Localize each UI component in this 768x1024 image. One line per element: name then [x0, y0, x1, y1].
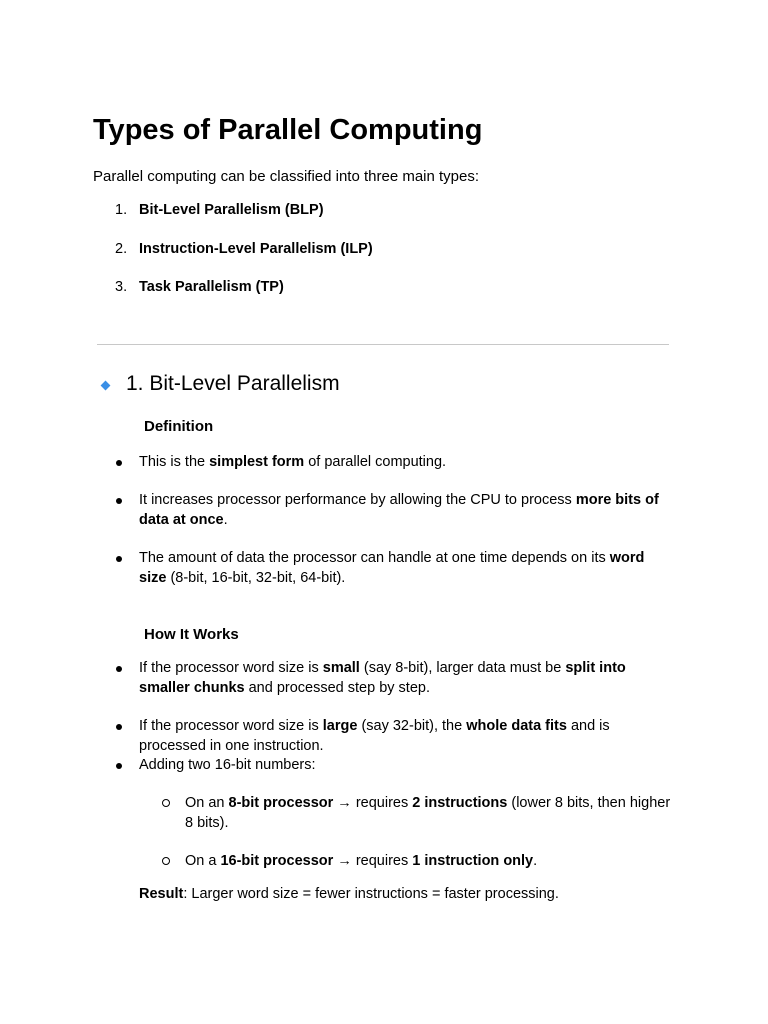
- bold-text: 8-bit processor: [228, 795, 334, 811]
- bold-text: 1 instruction only: [412, 853, 534, 869]
- bold-text: word size: [139, 550, 645, 586]
- definition-heading: Definition: [144, 418, 214, 435]
- bullet-icon: [116, 556, 122, 562]
- text: On a: [185, 853, 221, 869]
- blue-diamond-icon: [101, 381, 111, 391]
- bullet-icon: [116, 763, 122, 769]
- list-label: Task Parallelism (TP): [139, 279, 284, 295]
- bold-text: large: [322, 718, 358, 734]
- text: .: [533, 853, 538, 869]
- text: .: [223, 511, 228, 528]
- result-label: Result: [139, 886, 184, 902]
- text: If the processor word size is: [139, 718, 323, 734]
- text: This is the: [139, 454, 210, 470]
- list-item: [139, 717, 669, 756]
- text: It increases processor performance by allowing the CPU to process: [139, 492, 576, 508]
- result-line: [139, 886, 559, 902]
- hollow-bullet-icon: [162, 799, 170, 807]
- list-label: Bit-Level Parallelism (BLP): [139, 202, 324, 218]
- bold-text: split into smaller chunks: [139, 660, 626, 696]
- text: (say 8-bit), larger data must be: [359, 660, 566, 676]
- sub-list-item: [185, 794, 675, 833]
- text: and processed step by step.: [244, 679, 430, 696]
- text: Adding two 16-bit numbers:: [139, 757, 316, 773]
- bullet-icon: [116, 724, 122, 730]
- list-item: [139, 756, 669, 776]
- text: On an: [185, 795, 229, 811]
- list-number: 3.: [115, 279, 128, 295]
- sub-list-item: [185, 852, 675, 872]
- result-text: : Larger word size = fewer instructions = faster processing.: [183, 886, 559, 902]
- bold-text: 2 instructions: [412, 795, 508, 811]
- list-item: [139, 549, 669, 588]
- type-list-item: [115, 202, 324, 218]
- list-item: [139, 491, 669, 530]
- text: of parallel computing.: [304, 454, 447, 470]
- section-heading: 1. Bit-Level Parallelism: [126, 372, 340, 395]
- text: and is processed in one instruction.: [139, 718, 610, 754]
- list-item: [139, 659, 669, 698]
- text: → requires: [333, 795, 413, 811]
- bold-text: small: [322, 660, 360, 676]
- list-label: Instruction-Level Parallelism (ILP): [139, 241, 373, 257]
- bold-text: whole data fits: [466, 718, 567, 734]
- horizontal-divider: [97, 344, 669, 345]
- bold-text: more bits of data at once: [139, 492, 659, 528]
- bullet-icon: [116, 666, 122, 672]
- list-number: 1.: [115, 202, 128, 218]
- intro-text: Parallel computing can be classified into three main types:: [93, 168, 480, 185]
- bullet-icon: [116, 460, 122, 466]
- type-list-item: [115, 279, 284, 295]
- text: (say 32-bit), the: [357, 718, 467, 734]
- list-item: [139, 453, 669, 473]
- bullet-icon: [116, 498, 122, 504]
- page-title: Types of Parallel Computing: [93, 114, 483, 146]
- text: The amount of data the processor can handle at one time depends on its: [139, 550, 610, 566]
- text: → requires: [333, 853, 413, 869]
- text: (lower 8 bits, then higher 8 bits).: [185, 795, 671, 831]
- text: (8-bit, 16-bit, 32-bit, 64-bit).: [166, 569, 346, 586]
- bold-text: simplest form: [209, 454, 305, 470]
- bold-text: 16-bit processor: [220, 853, 334, 869]
- text: If the processor word size is: [139, 660, 323, 676]
- type-list-item: [115, 241, 373, 257]
- list-number: 2.: [115, 241, 128, 257]
- hollow-bullet-icon: [162, 857, 170, 865]
- how-it-works-heading: How It Works: [144, 626, 239, 643]
